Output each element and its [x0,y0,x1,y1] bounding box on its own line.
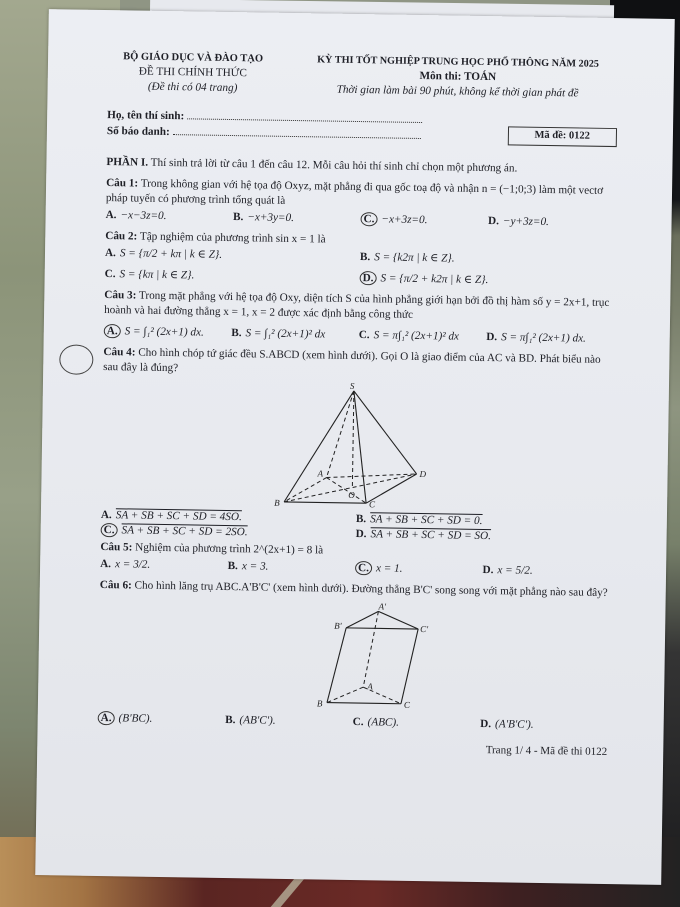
option-c[interactable]: C. SA + SB + SC + SD = 2SO. [101,523,356,542]
option-d[interactable]: D. S = {π/2 + k2π | k ∈ Z}. [360,271,615,290]
question-text: Trong mặt phẳng với hệ tọa độ Oxy, diện tích S của hình phẳng giới hạn bởi đồ thị hàm số y = 2x+1, trục hoành và hai đường thẳng x = 1, x = 2 được xác định bằng công thức [104,289,610,322]
svg-text:B: B [274,497,280,508]
question-text: Nghiệm của phương trình 2^(2x+1) = 8 là [135,541,324,557]
svg-text:C: C [369,499,376,510]
svg-text:C: C [403,700,411,711]
svg-text:D: D [419,468,427,480]
prism-diagram-icon [293,601,429,713]
pyramid-diagram-icon [256,381,458,509]
question-label: Câu 4: [103,345,136,359]
page-footer: Trang 1/ 4 - Mã đề thi 0122 [485,743,608,758]
options [98,711,608,734]
subject: Môn thi: TOÁN [419,69,497,83]
option-b[interactable]: B. x = 3. [227,560,269,573]
id-label: Số báo danh: [106,124,170,138]
option-c[interactable]: C. (ABC). [352,716,400,730]
option-b[interactable]: B. −x+3y=0. [233,210,295,224]
options [100,557,610,580]
option-d[interactable]: D. x = 5/2. [482,564,533,578]
question-label: Câu 2: [105,230,138,243]
option-c[interactable]: C. S = {kπ | k ∈ Z}. [104,268,195,282]
option-a[interactable]: A. S = {π/2 + kπ | k ∈ Z}. [104,247,223,262]
option-b[interactable]: B. S = ∫₁² (2x+1)² dx [231,326,326,341]
part1-instructions [106,155,616,178]
question-text: Tập nghiệm của phương trình sin x = 1 là [139,230,326,246]
pen-scribble-icon [59,344,93,375]
option-d[interactable]: D. SA + SB + SC + SD = SO. [355,528,492,543]
exam-paper [35,9,675,885]
question-label: Câu 5: [100,541,133,554]
option-b[interactable]: B. (AB'C'). [225,714,276,728]
ministry-name: BỘ GIÁO DỤC VÀ ĐÀO TẠO [123,51,264,65]
svg-text:B: B [316,698,323,709]
exam-title: KỲ THI TỐT NGHIỆP TRUNG HỌC PHỔ THÔNG NĂM 2025 [317,54,600,70]
exam-code-label: Mã đề: [534,130,567,142]
option-d[interactable]: D. −y+3z=0. [487,215,549,228]
circled-mark: A. [98,711,115,725]
exam-code: 0122 [568,130,590,143]
svg-text:B': B' [334,621,342,632]
question-label: Câu 6: [99,579,132,592]
option-a[interactable]: A. (B'BC). [98,711,226,728]
circled-mark: C. [355,561,372,575]
option-c[interactable]: C. S = π∫₁² (2x+1)² dx [358,328,460,343]
part1-text: Thí sinh trả lời từ câu 1 đến câu 12. Mỗi câu hỏi thí sinh chỉ chọn một phương án. [150,156,518,175]
svg-text:A: A [367,681,373,692]
option-a[interactable]: A. S = ∫₁² (2x+1) dx. [104,324,232,341]
name-label: Họ, tên thí sinh: [107,109,185,123]
header-right [297,53,618,102]
exam-header [108,50,619,102]
part1-title: PHẦN I. [106,155,149,169]
svg-text:A: A [317,468,324,479]
time-note: Thời gian làm bài 90 phút, không kể thời gian phát đề [336,83,579,100]
circled-mark: C. [360,212,377,226]
svg-text:S: S [349,380,355,391]
exam-content [97,50,618,759]
pyramid-figure [101,379,613,512]
svg-text:A': A' [378,601,387,612]
exam-code-box [507,127,617,147]
question-1 [105,176,616,231]
options [104,324,614,347]
header-left [108,50,279,97]
svg-text:O: O [348,489,355,500]
question-text: Cho hình lăng trụ ABC.A'B'C' (xem hình dưới). Đường thẳng B'C' song song với mặt phẳng nào sau đây? [134,579,608,600]
option-d[interactable]: D. (A'B'C'). [480,718,534,732]
option-a[interactable]: A. SA + SB + SC + SD = 4SO. [100,508,242,524]
question-text: Trong không gian với hệ tọa độ Oxyz, mặt phẳng đi qua gốc toạ độ và nhận n = (−1;0;3) làm một vectơ pháp tuyến có phương trình tổng quát là [105,177,604,207]
circled-mark: A. [104,324,121,338]
question-6 [98,578,610,734]
option-b[interactable]: B. SA + SB + SC + SD = 0. [355,512,483,527]
question-4 [101,345,614,546]
question-3 [104,288,615,346]
option-a[interactable]: A. −x−3z=0. [105,208,167,222]
option-d[interactable]: D. S = π∫₁² (2x+1) dx. [486,330,586,345]
options [105,208,615,231]
question-label: Câu 1: [106,176,139,190]
circled-mark: D. [360,271,377,285]
question-text: Cho hình chóp tứ giác đều S.ABCD (xem hình dưới). Gọi O là giao điểm của AC và BD. Phát biểu nào sau đây là đúng? [103,346,601,375]
question-label: Câu 3: [104,289,137,302]
name-field[interactable] [187,110,422,124]
svg-text:C': C' [420,624,429,635]
candidate-info [107,108,617,146]
option-c[interactable]: C. −x+3z=0. [360,212,488,229]
exam-type: ĐỀ THI CHÍNH THỨC [138,65,247,80]
question-5 [100,540,610,580]
option-a[interactable]: A. x = 3/2. [100,558,151,572]
question-2 [105,229,616,290]
circled-mark: C. [101,523,118,537]
page-count-note: (Đề thi có 04 trang) [147,80,238,95]
option-c[interactable]: C. x = 1. [355,561,483,578]
options [105,246,616,290]
option-b[interactable]: B. S = {k2π | k ∈ Z}. [359,251,455,265]
prism-figure [98,597,610,715]
